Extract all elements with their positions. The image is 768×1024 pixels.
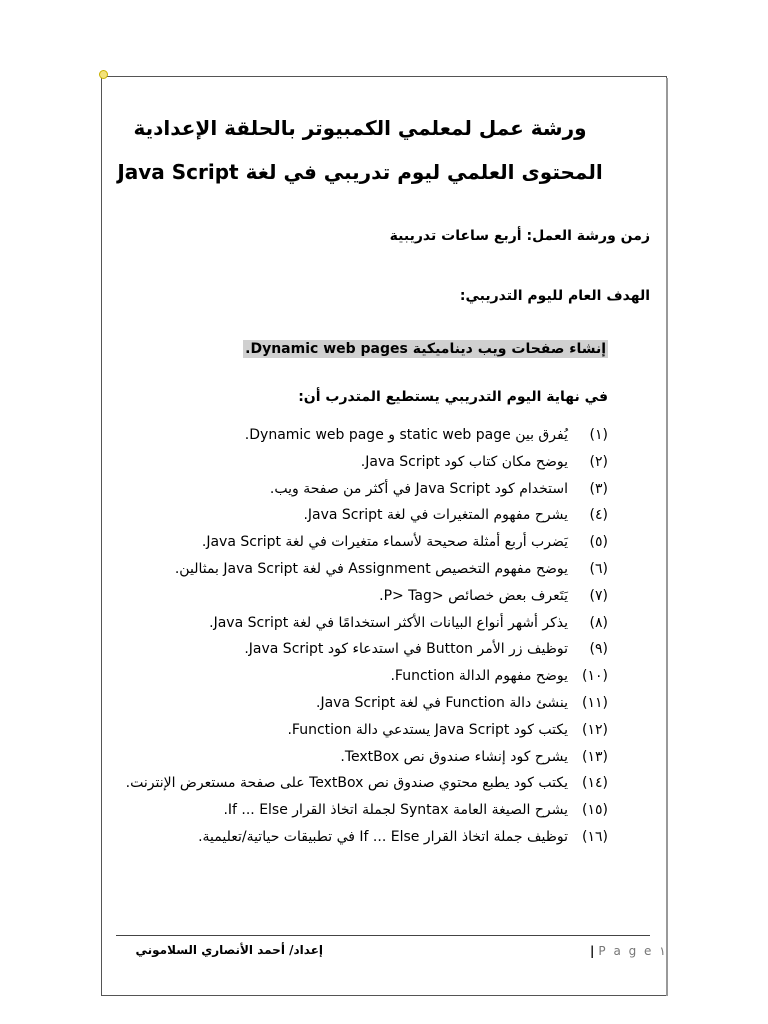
item-text: يُفرق بين static web page و Dynamic web page. — [244, 427, 568, 443]
objectives-list — [98, 422, 608, 851]
item-number: (١٦) — [582, 828, 608, 845]
list-item — [98, 449, 608, 476]
item-text: يشرح الصيغة العامة Syntax لجملة اتخاذ القرار If ... Else. — [223, 802, 568, 819]
general-goal-text: إنشاء صفحات ويب ديناميكية Dynamic web pages. — [245, 341, 606, 357]
list-item — [98, 583, 608, 610]
general-goal-label: الهدف العام لليوم التدريبي: — [459, 288, 650, 304]
list-item — [98, 770, 608, 797]
item-number: (١٥) — [582, 802, 608, 819]
list-item — [98, 422, 608, 449]
list-item — [98, 690, 608, 717]
item-number: (٨) — [589, 614, 608, 631]
list-item — [98, 502, 608, 529]
item-number: (١٢) — [582, 721, 608, 738]
page-indicator — [590, 944, 666, 958]
list-item — [98, 476, 608, 503]
item-text: يكتب كود Java Script يستدعي دالة Function. — [287, 721, 568, 738]
item-number: (٥) — [589, 534, 608, 551]
item-number: (٣) — [589, 480, 608, 497]
objectives-intro: في نهاية اليوم التدريبي يستطيع المتدرب أن: — [298, 389, 608, 405]
title-line-1: ورشة عمل لمعلمي الكمبيوتر بالحلقة الإعدادية — [133, 116, 587, 140]
item-number: (٧) — [589, 587, 608, 604]
page-shadow — [666, 78, 668, 996]
item-number: (٩) — [589, 641, 608, 658]
item-text: توظيف زر الأمر Button في استدعاء كود Java Script. — [244, 641, 568, 658]
list-item — [98, 529, 608, 556]
list-item — [98, 824, 608, 851]
list-item — [98, 610, 608, 637]
item-text: يكتب كود يطبع محتوي صندوق نص TextBox على صفحة مستعرض الإنترنت. — [125, 775, 568, 792]
item-number: (١١) — [582, 694, 608, 711]
list-item — [98, 663, 608, 690]
page-number: ١ — [659, 944, 666, 958]
list-item — [98, 717, 608, 744]
item-text: يشرح مفهوم المتغيرات في لغة Java Script. — [303, 507, 568, 524]
item-text: ينشئ دالة Function في لغة Java Script. — [316, 694, 568, 711]
item-number: (٤) — [589, 507, 608, 524]
item-number: (٢) — [589, 453, 608, 470]
item-number: (٦) — [589, 560, 608, 577]
anchor-marker-icon — [99, 70, 108, 79]
list-item — [98, 636, 608, 663]
item-text: استخدام كود Java Script في أكثر من صفحة ويب. — [269, 480, 568, 497]
item-text: يوضح مفهوم الدالة Function. — [390, 668, 568, 685]
workshop-duration: زمن ورشة العمل: أربع ساعات تدريبية — [389, 228, 650, 244]
item-text: يَضرب أربع أمثلة صحيحة لأسماء متغيرات في لغة Java Script. — [201, 534, 568, 551]
item-text: يذكر أشهر أنواع البيانات الأكثر استخدامًا في لغة Java Script. — [209, 614, 568, 631]
list-item — [98, 556, 608, 583]
list-item — [98, 744, 608, 771]
item-text: يشرح كود إنشاء صندوق نص TextBox. — [340, 748, 568, 765]
list-item — [98, 797, 608, 824]
item-number: (١٣) — [582, 748, 608, 765]
footer-author: إعداد/ أحمد الأنصاري السلاموني — [135, 943, 323, 957]
item-text: يوضح مكان كتاب كود Java Script. — [360, 453, 568, 470]
footer-separator: | — [590, 944, 595, 958]
item-number: (١) — [589, 427, 608, 443]
item-number: (١٠) — [582, 668, 608, 685]
item-text: توظيف جملة اتخاذ القرار If ... Else في تطبيقات حياتية/تعليمية. — [198, 828, 568, 845]
item-number: (١٤) — [582, 775, 608, 792]
page-label: P a g e — [598, 944, 654, 958]
footer-divider — [116, 935, 650, 936]
item-text: يوضح مفهوم التخصيص Assignment في لغة Java Script بمثالين. — [174, 560, 568, 577]
title-line-2: المحتوى العلمي ليوم تدريبي في لغة Java Script — [117, 160, 603, 184]
item-text: يَتَعرف بعض خصائص <P> Tag. — [379, 587, 568, 604]
